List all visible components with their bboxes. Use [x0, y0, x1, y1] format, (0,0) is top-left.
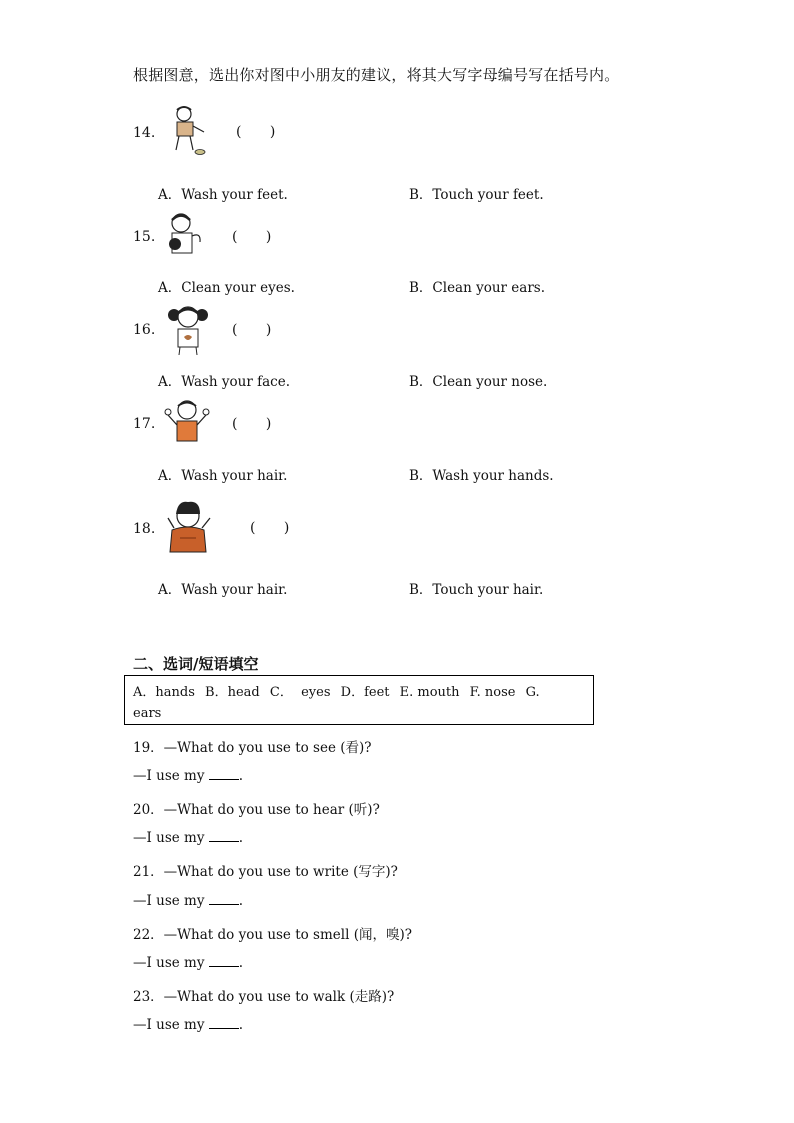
fill-question-21: 21．—What do you use to write (写字)? [133, 864, 398, 880]
option-16-b: B．Clean your nose. [409, 374, 548, 390]
option-14-b: B．Touch your feet. [409, 187, 544, 203]
word-bank-item: B．head [205, 685, 260, 700]
question-16-number: 16. [133, 322, 156, 338]
question-17-number: 17. [133, 416, 156, 432]
answer-prefix: —I use my [133, 893, 205, 909]
word-bank-item: D．feet [340, 685, 390, 700]
option-17-b: B．Wash your hands. [409, 468, 554, 484]
fill-question-20: 20．—What do you use to hear (听)? [133, 802, 380, 818]
fill-answer-20: —I use my . [133, 830, 244, 846]
answer-prefix: —I use my [133, 768, 205, 784]
question-15-number: 15. [133, 229, 156, 245]
girl-face-illustration [166, 303, 210, 357]
option-18-b: B．Touch your hair. [409, 582, 544, 598]
answer-paren-15[interactable]: ( ) [232, 229, 284, 245]
option-15-a: A．Clean your eyes. [158, 280, 295, 296]
question-18-number: 18. [133, 521, 156, 537]
option-15-b: B．Clean your ears. [409, 280, 545, 296]
child-hair-illustration [158, 498, 228, 558]
instruction-text: 根据图意，选出你对图中小朋友的建议，将其大写字母编号写在括号内。 [133, 66, 620, 84]
child-feet-illustration [166, 104, 212, 160]
answer-paren-17[interactable]: ( ) [232, 416, 284, 432]
word-bank-item: E. mouth [399, 685, 460, 700]
answer-prefix: —I use my [133, 955, 205, 971]
fill-answer-22: —I use my . [133, 955, 244, 971]
answer-blank-20[interactable] [209, 829, 239, 842]
fill-answer-21: —I use my . [133, 893, 244, 909]
option-16-a: A．Wash your face. [158, 374, 290, 390]
word-bank-item: C． eyes [269, 685, 331, 700]
fill-question-19: 19．—What do you use to see (看)? [133, 740, 372, 756]
child-ears-illustration [163, 210, 207, 262]
fill-answer-19: —I use my . [133, 768, 244, 784]
answer-blank-23[interactable] [209, 1016, 239, 1029]
fill-question-23: 23．—What do you use to walk (走路)? [133, 989, 395, 1005]
fill-question-22: 22．—What do you use to smell (闻，嗅)? [133, 927, 412, 943]
option-17-a: A．Wash your hair. [158, 468, 288, 484]
answer-paren-14[interactable]: ( ) [236, 124, 288, 140]
section-2-title: 二、选词/短语填空 [133, 655, 259, 673]
word-bank-item: A．hands [133, 685, 195, 700]
answer-paren-16[interactable]: ( ) [232, 322, 284, 338]
answer-blank-19[interactable] [209, 767, 239, 780]
answer-blank-21[interactable] [209, 892, 239, 905]
word-bank-item: G. [525, 685, 540, 700]
child-hands-illustration [163, 397, 211, 447]
fill-answer-23: —I use my . [133, 1017, 244, 1033]
word-bank-item: ears [133, 706, 162, 721]
answer-prefix: —I use my [133, 1017, 205, 1033]
question-14-number: 14. [133, 125, 156, 141]
option-18-a: A．Wash your hair. [158, 582, 288, 598]
answer-paren-18[interactable]: ( ) [250, 520, 302, 536]
answer-prefix: —I use my [133, 830, 205, 846]
option-14-a: A．Wash your feet. [158, 187, 288, 203]
word-bank-box [124, 675, 594, 725]
answer-blank-22[interactable] [209, 954, 239, 967]
word-bank-item: F. nose [469, 685, 516, 700]
